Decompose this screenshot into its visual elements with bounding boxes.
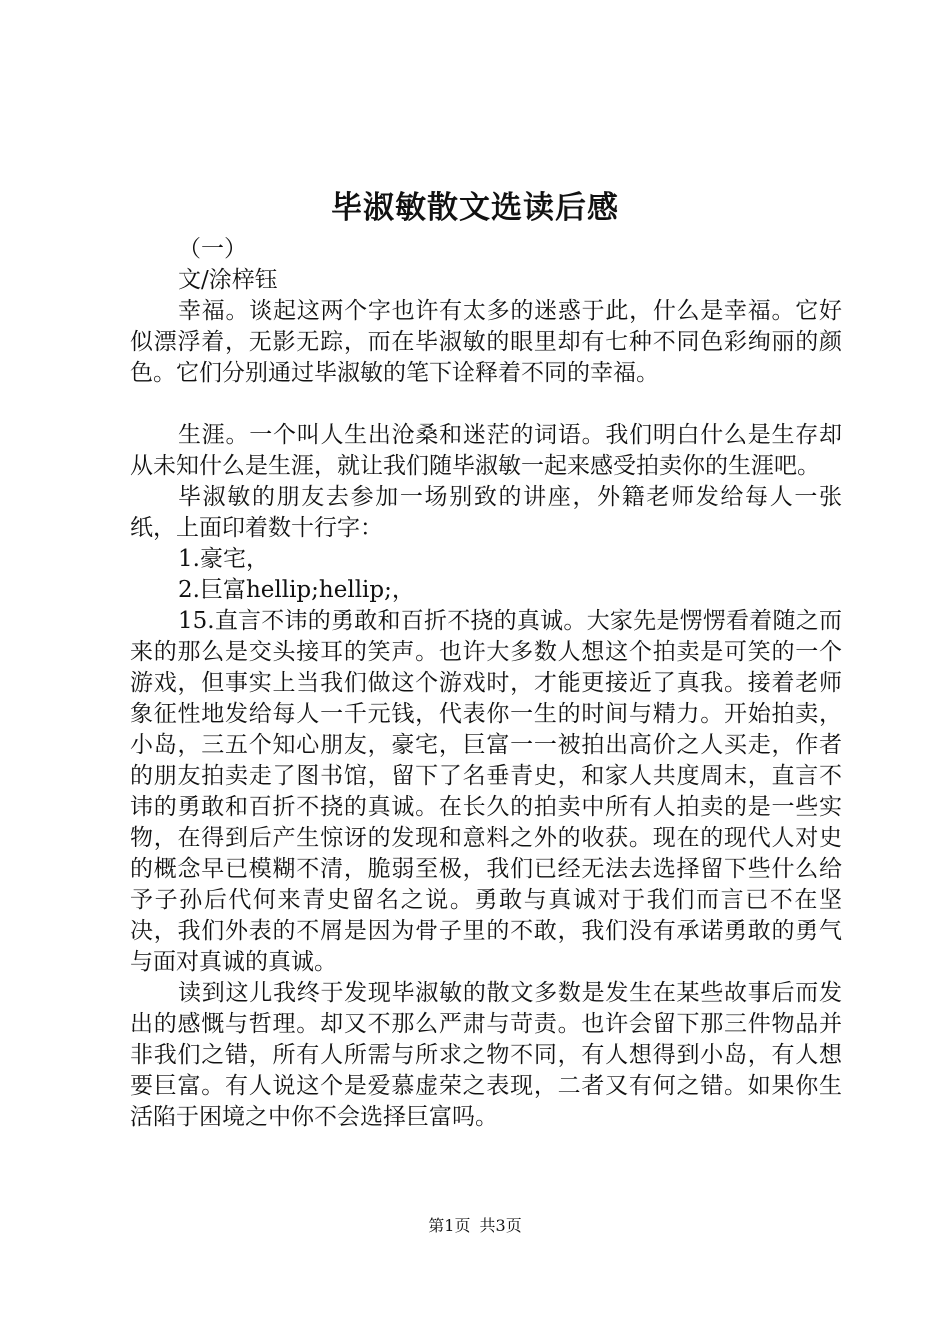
page-title: 毕淑敏散文选读后感 <box>331 190 619 226</box>
paragraph-happiness: 幸福。谈起这两个字也许有太多的迷惑于此，什么是幸福。它好似漂浮着，无影无踪，而在毕淑敏的眼里却有七种不同色彩绚丽的颜色。它们分别通过毕淑敏的笔下诠释着不同的幸福。 <box>130 298 842 386</box>
paragraph-career: 生涯。一个叫人生出沧桑和迷茫的词语。我们明白什么是生存却从未知什么是生涯，就让我们随毕淑敏一起来感受拍卖你的生涯吧。 <box>130 422 842 479</box>
page-number: 第1页 <box>428 1216 471 1235</box>
section-marker: （一） <box>178 236 247 262</box>
page-footer <box>0 1214 950 1238</box>
list-item: 2.巨富hellip;hellip;， <box>178 577 415 603</box>
author-line: 文/涂梓钰 <box>178 267 278 293</box>
paragraph-lecture: 毕淑敏的朋友去参加一场别致的讲座，外籍老师发给每人一张纸，上面印着数十行字： <box>130 484 842 541</box>
page-total: 共3页 <box>479 1216 522 1235</box>
paragraph-auction: 15.直言不讳的勇敢和百折不挠的真诚。大家先是愣愣看着随之而来的那么是交头接耳的笑声。也许大多数人想这个拍卖是可笑的一个游戏，但事实上当我们做这个游戏时，才能更接近了真我。接着老师象征性地发给每人一千元钱，代表你一生的时间与精力。开始拍卖，小岛，三五个知心朋友，豪宅，巨富一一被拍出高价之人买走，作者的朋友拍卖走了图书馆，留下了名垂青史，和家人共度周末，直言不讳的勇敢和百折不挠的真诚。在长久的拍卖中所有人拍卖的是一些实物，在得到后产生惊讶的发现和意料之外的收获。现在的现代人对史的概念早已模糊不清，脆弱至极，我们已经无法去选择留下些什么给予子孙后代何来青史留名之说。勇敢与真诚对于我们而言已不在坚决，我们外表的不屑是因为骨子里的不敢，我们没有承诺勇敢的勇气与面对真诚的真诚。 <box>130 608 842 975</box>
paragraph-reflection: 读到这儿我终于发现毕淑敏的散文多数是发生在某些故事后而发出的感慨与哲理。却又不那么严肃与苛责。也许会留下那三件物品并非我们之错，所有人所需与所求之物不同，有人想得到小岛，有人想要巨富。有人说这个是爱慕虚荣之表现，二者又有何之错。如果你生活陷于困境之中你不会选择巨富吗。 <box>130 980 842 1130</box>
list-item: 1.豪宅， <box>178 546 269 572</box>
document-body <box>130 234 842 1133</box>
